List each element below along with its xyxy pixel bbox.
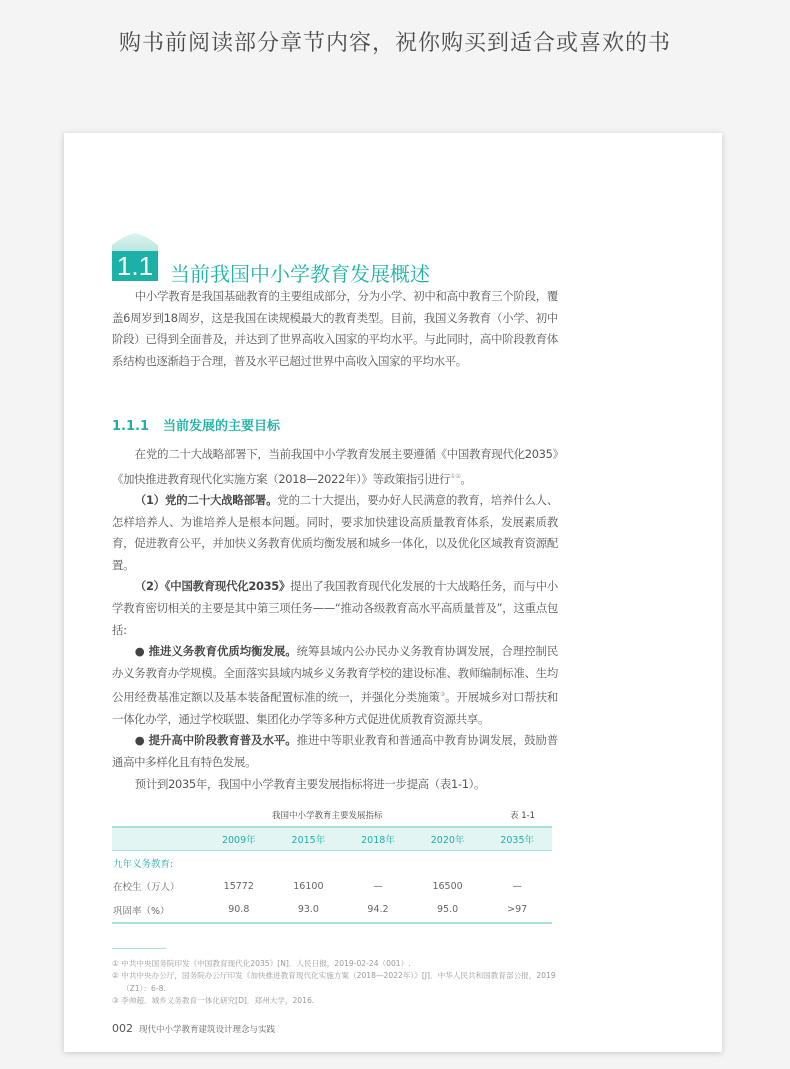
paragraph-2 <box>112 490 558 576</box>
cell: 16100 <box>293 880 324 892</box>
section-title: 当前我国中小学教育发展概述 <box>170 262 430 286</box>
cell: — <box>373 880 383 892</box>
table-caption <box>112 809 552 823</box>
text: 统筹县域内公办民办义务教育协调发展，合理控制民办义务教育办学规模。全面落实县域内城乡义务教育学校的建设标准、教师编制标准、生均公用经费基准定额以及基本装备配置标准的统一，并强化分类施策 <box>112 644 558 705</box>
intro-paragraph <box>112 286 558 372</box>
bold-lead: （2）《中国教育现代化2035》 <box>134 579 291 594</box>
subsection-title: 当前发展的主要目标 <box>163 419 281 434</box>
main-body <box>112 444 558 795</box>
paragraph-3 <box>112 576 558 641</box>
row-label: 巩固率（%） <box>112 898 204 923</box>
text: 推进中等职业教育和普通高中教育协调发展，鼓励普通高中多样化且有特色发展。 <box>112 733 558 769</box>
cell: 15772 <box>223 880 254 892</box>
table-title: 我国中小学教育主要发展指标 <box>272 811 383 822</box>
main-flow <box>112 444 558 1008</box>
mountain-icon <box>112 233 158 253</box>
text: 党的二十大提出，要办好人民满意的教育，培养什么人、怎样培养人、为谁培养人是根本问题。同时，要求加快建设高质量教育体系，发展素质教育，促进教育公平，并加快义务教育优质均衡发展和城乡一体化，以及优化区域教育资源配置。 <box>112 492 558 572</box>
footnote-divider <box>112 948 166 949</box>
bold-lead: ● 推进义务教育优质均衡发展。 <box>134 644 297 659</box>
column-header: 2018年 <box>343 827 413 851</box>
column-header <box>112 827 204 851</box>
table-number: 表 1-1 <box>510 811 536 822</box>
column-header: 2035年 <box>482 827 552 851</box>
subsection-number: 1.1.1 <box>112 419 150 434</box>
bullet-2 <box>112 730 558 773</box>
cell: — <box>512 880 522 892</box>
cell: 95.0 <box>413 898 483 923</box>
cell: 94.2 <box>343 898 413 923</box>
footnote-ref[interactable]: ①② <box>450 472 461 480</box>
column-header: 2009年 <box>204 827 274 851</box>
preview-banner: 购书前阅读部分章节内容，祝你购买到适合或喜欢的书 <box>118 31 671 56</box>
indicators-table <box>112 826 552 924</box>
cell: >97 <box>482 898 552 923</box>
table-row <box>112 875 552 899</box>
footnote-ref[interactable]: ③ <box>439 691 446 699</box>
text: 提出了我国教育现代化发展的十大战略任务，而与中小学教育密切相关的主要是其中第三项任务——“推动各级教育高水平高质量普及”，这重点包括: <box>112 579 558 637</box>
table-group-row <box>112 851 552 875</box>
footnote: ③ 李帅超．城乡义务教育一体化研究[D]．郑州大学，2016. <box>112 996 315 1006</box>
book-page <box>64 133 722 1052</box>
table-header-row <box>112 827 552 851</box>
intro-text: 中小学教育是我国基础教育的主要组成部分，分为小学、初中和高中教育三个阶段，覆盖6周岁到18周岁，这是我国在读规模最大的教育类型。目前，我国义务教育（小学、初中阶段）已得到全面普及，并达到了世界高收入国家的平均水平。与此同时，高中阶段教育体系结构也逐渐趋于合理，普及水平已超过世界中高收入国家的平均水平。 <box>112 289 558 368</box>
cell: 16500 <box>432 880 463 892</box>
footnote: ① 中共中央国务院印发《中国教育现代化2035》[N]．人民日报，2019-02-24（001）. <box>112 958 411 968</box>
book-title: 现代中小学教育建筑设计理念与实践 <box>139 1025 276 1035</box>
page-footer <box>112 1022 275 1035</box>
section-number: 1.1 <box>112 251 158 281</box>
row-label: 在校生（万人） <box>113 882 180 894</box>
text: 。 <box>460 471 472 486</box>
paragraph-1 <box>112 444 558 490</box>
text: 。开展城乡对口帮扶和一体化办学，通过学校联盟、集团化办学等多种方式促进优质教育资源共享。 <box>112 690 558 726</box>
column-header: 2020年 <box>413 827 483 851</box>
text: 在党的二十大战略部署下，当前我国中小学教育发展主要遵循《中国教育现代化2035》《加快推进教育现代化实施方案（2018—2022年）》等政策指引进行 <box>112 447 558 486</box>
cell: 90.8 <box>204 898 274 923</box>
subsection-heading <box>112 415 294 434</box>
bullet-1 <box>112 641 558 730</box>
footnotes <box>112 958 557 1008</box>
page-number: 002 <box>112 1022 133 1035</box>
cell: 93.0 <box>274 898 344 923</box>
bold-lead: ● 提升高中阶段教育普及水平。 <box>134 733 297 748</box>
table-row <box>112 898 552 923</box>
column-header: 2015年 <box>274 827 344 851</box>
group-label: 九年义务教育: <box>113 858 174 870</box>
footnote: ② 中共中央办公厅，国务院办公厅印发《加快推进教育现代化实施方案（2018—2022年）》[J]．中华人民共和国教育部公报，2019（Z1）：6-8. <box>112 971 556 993</box>
bold-lead: （1）党的二十大战略部署。 <box>134 492 278 507</box>
section-number-badge <box>112 233 158 281</box>
paragraph-4: 预计到2035年，我国中小学教育主要发展指标将进一步提高（表1-1）。 <box>134 776 486 791</box>
